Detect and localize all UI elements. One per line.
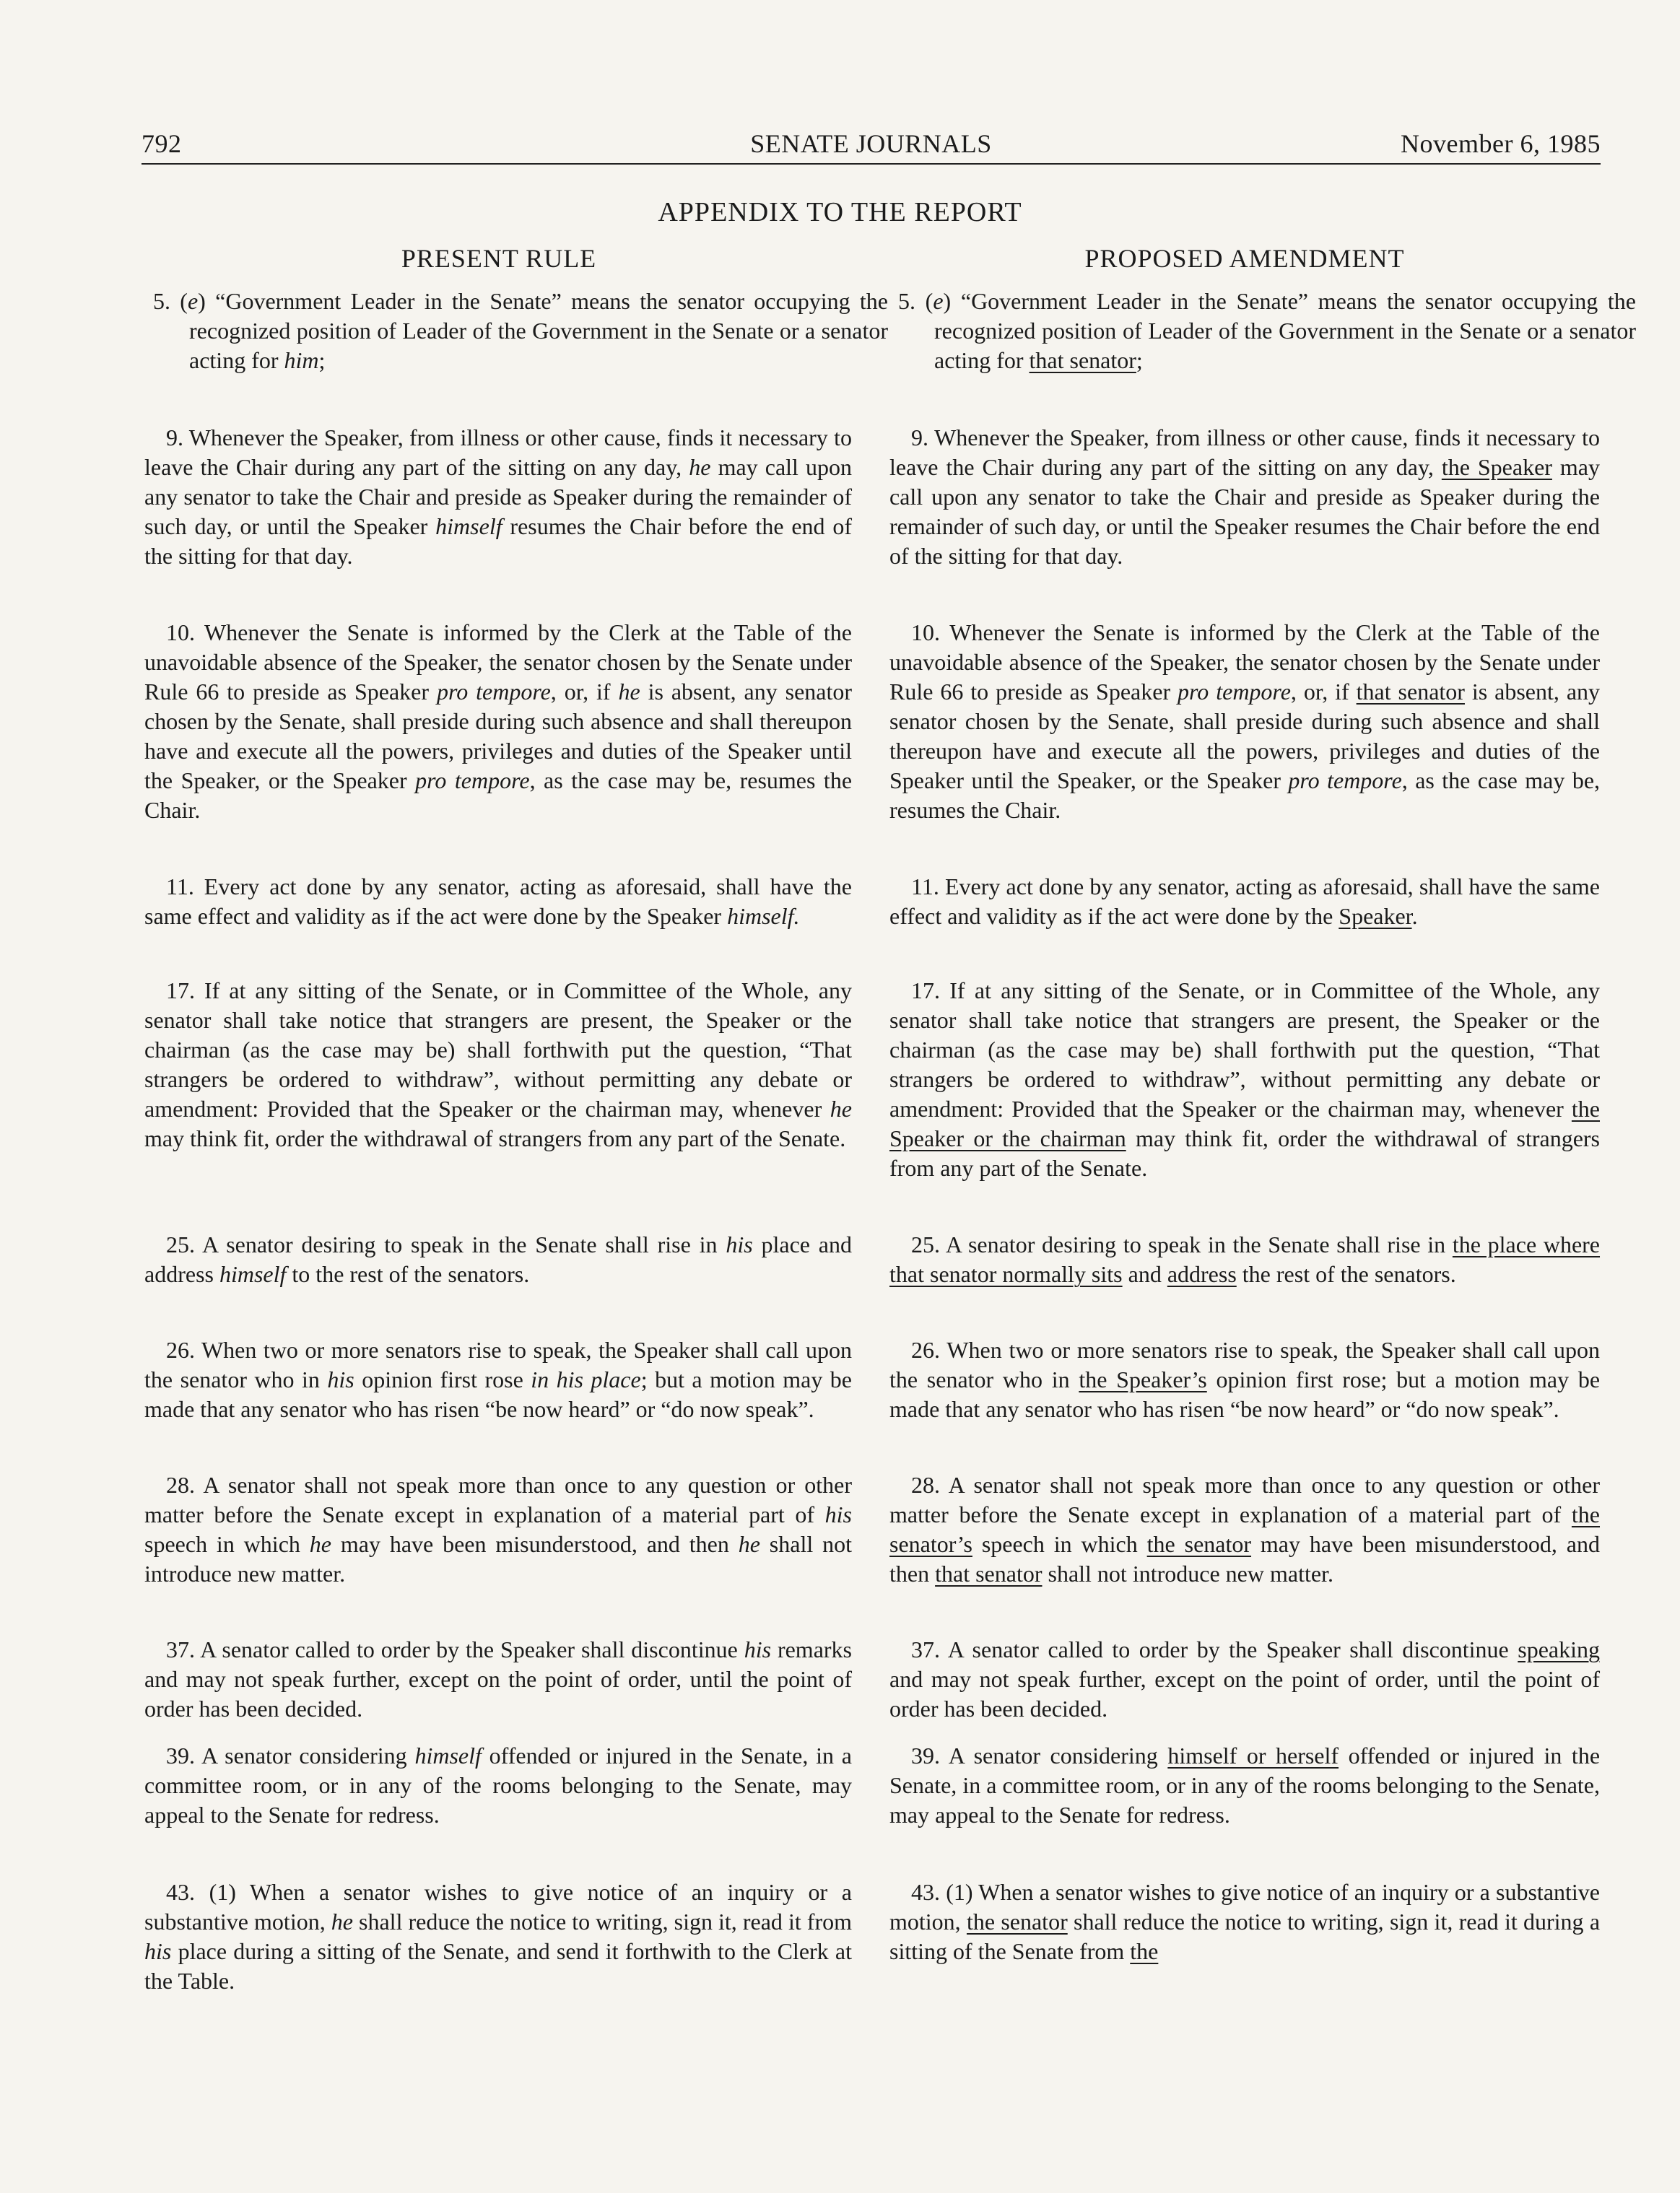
present-rule-11: 11. Every act done by any senator, acting as aforesaid, shall have the same effect and validity as if the act were done by the Speaker himself. bbox=[144, 873, 852, 929]
proposed-rule-5: 5. (e) “Government Leader in the Senate” means the senator occupying the recognized position of Leader of the Government in the Senate or a senator acting for that senator; bbox=[898, 288, 1636, 373]
present-rule-26: 26. When two or more senators rise to speak, the Speaker shall call upon the senator who in his opinion first rose in his place; but a motion may be made that any senator who has risen “be now heard” or “do now speak”. bbox=[144, 1337, 852, 1422]
present-rule-10: 10. Whenever the Senate is informed by the Clerk at the Table of the unavoidable absence of the Speaker, the senator chosen by the Senate under Rule 66 to preside as Speaker pro tempore, or, if he is absent, any senator chosen by the Senate, shall preside during such absence and shall thereupon have and execute all the powers, privileges and duties of the Speaker until the Speaker, or the Speaker pro tempore, as the case may be, resumes the Chair. bbox=[144, 619, 853, 823]
proposed-rule-39: 39. A senator considering himself or herself offended or injured in the Senate, in a committee room, or in any of the rooms belonging to the Senate, may appeal to the Senate for redress. bbox=[889, 1743, 1601, 1828]
proposed-rule-10: 10. Whenever the Senate is informed by the Clerk at the Table of the unavoidable absence of the Speaker, the senator chosen by the Senate under Rule 66 to preside as Speaker pro tempore, or, if that senator is absent, any senator chosen by the Senate, shall preside during such absence and shall thereupon have and execute all the powers, privileges and duties of the Speaker until the Speaker, or the Speaker pro tempore, as the case may be, resumes the Chair. bbox=[889, 619, 1601, 823]
present-rule-25: 25. A senator desiring to speak in the Senate shall rise in his place and address himself to the rest of the senators. bbox=[144, 1231, 853, 1287]
present-rule-39: 39. A senator considering himself offended or injured in the Senate, in a committee room, or in any of the rooms belonging to the Senate, may appeal to the Senate for redress. bbox=[144, 1743, 852, 1828]
section-title: APPENDIX TO THE REPORT bbox=[658, 197, 1022, 227]
proposed-rule-9: 9. Whenever the Speaker, from illness or other cause, finds it necessary to leave the Chair during any part of the sitting on any day, the Speaker may call upon any senator to take the Chair and preside as Speaker during the remainder of such day, or until the Speaker resumes the Chair before the end of the sitting for that day. bbox=[889, 424, 1601, 569]
proposed-rule-25: 25. A senator desiring to speak in the Senate shall rise in the place where that senator normally sits and address the rest of the senators. bbox=[889, 1231, 1601, 1287]
present-rule-43: 43. (1) When a senator wishes to give notice of an inquiry or a substantive motion, he shall reduce the notice to writing, sign it, read it from his place during a sitting of the Senate, and send it forthwith to the Clerk at the Table. bbox=[144, 1879, 853, 1994]
present-rule-heading: PRESENT RULE bbox=[401, 244, 597, 273]
proposed-amendment-heading: PROPOSED AMENDMENT bbox=[1084, 244, 1405, 273]
present-rule-17: 17. If at any sitting of the Senate, or in Committee of the Whole, any senator shall take notice that strangers are present, the Speaker or the chairman (as the case may be) shall forthwith put the question, “That strangers be ordered to withdraw”, without permitting any debate or amendment: Provided that the Speaker or the chairman may, whenever he may think fit, order the withdrawal of strangers from any part of the Senate. bbox=[144, 977, 852, 1151]
present-rule-37: 37. A senator called to order by the Speaker shall discontinue his remarks and may not speak further, except on the point of order, until the point of order has been decided. bbox=[144, 1636, 852, 1722]
proposed-rule-17: 17. If at any sitting of the Senate, or in Committee of the Whole, any senator shall take notice that strangers are present, the Speaker or the chairman (as the case may be) shall forthwith put the question, “That strangers be ordered to withdraw”, without permitting any debate or amendment: Provided that the Speaker or the chairman may, whenever the Speaker or the chairman may think fit, order the withdrawal of strangers from any part of the Senate. bbox=[889, 977, 1600, 1181]
page-number: 792 bbox=[142, 129, 182, 158]
proposed-rule-11: 11. Every act done by any senator, acting as aforesaid, shall have the same effect and validity as if the act were done by the Speaker. bbox=[889, 873, 1600, 929]
present-rule-9: 9. Whenever the Speaker, from illness or other cause, finds it necessary to leave the Chair during any part of the sitting on any day, he may call upon any senator to take the Chair and preside as Speaker during the remainder of such day, or until the Speaker himself resumes the Chair before the end of the sitting for that day. bbox=[144, 424, 853, 569]
present-rule-28: 28. A senator shall not speak more than once to any question or other matter before the Senate except in explanation of a material part of his speech in which he may have been misunderstood, and then he shall not introduce new matter. bbox=[144, 1472, 853, 1587]
present-rule-5: 5. (e) “Government Leader in the Senate” means the senator occupying the recognized position of Leader of the Government in the Senate or a senator acting for him; bbox=[153, 288, 889, 373]
proposed-rule-37: 37. A senator called to order by the Speaker shall discontinue speaking and may not speak further, except on the point of order, until the point of order has been decided. bbox=[889, 1636, 1600, 1722]
journal-title: SENATE JOURNALS bbox=[750, 129, 992, 158]
proposed-rule-26: 26. When two or more senators rise to speak, the Speaker shall call upon the senator who in the Speaker’s opinion first rose; but a motion may be made that any senator who has risen “be now heard” or “do now speak”. bbox=[889, 1337, 1601, 1422]
journal-date: November 6, 1985 bbox=[1401, 129, 1601, 158]
proposed-rule-28: 28. A senator shall not speak more than once to any question or other matter before the Senate except in explanation of a material part of the senator’s speech in which the senator may have been misunderstood, and then that senator shall not introduce new matter. bbox=[889, 1472, 1601, 1587]
proposed-rule-43: 43. (1) When a senator wishes to give notice of an inquiry or a substantive motion, the senator shall reduce the notice to writing, sign it, read it during a sitting of the Senate from the bbox=[889, 1879, 1601, 1964]
running-header bbox=[142, 128, 1601, 165]
